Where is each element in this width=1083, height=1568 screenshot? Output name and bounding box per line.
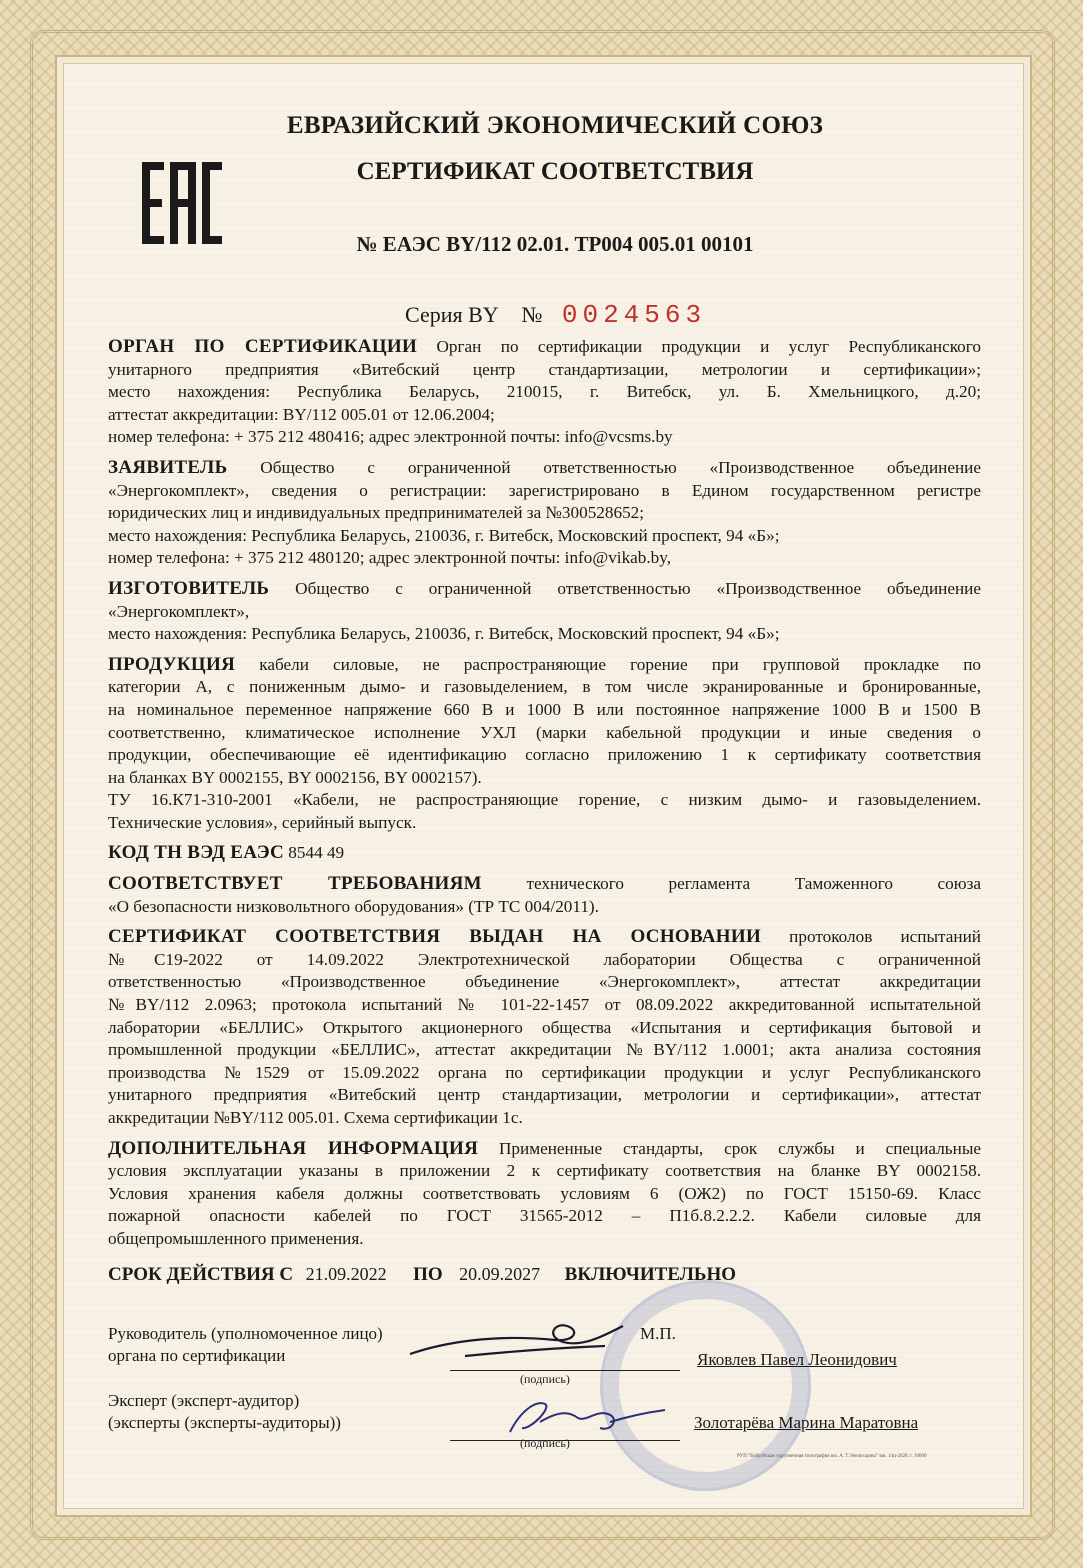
section-extra: ДОПОЛНИТЕЛЬНАЯ ИНФОРМАЦИЯ Примененные стандарты, срок службы и специальные условия эксплуатации указаны в приложении 2 к сертификату соответствия на бланке BY 0002158. Условия хранения кабеля должны соответствовать условиям 6 (ОЖ2) по ГОСТ 15150-69. Класс пожарной опасности кабелей по ГОСТ 31565-2012 – П1б.8.2.2.2. Кабели силовые для общепромышленного применения. [108, 1137, 982, 1248]
section-organ: ОРГАН ПО СЕРТИФИКАЦИИ Орган по сертификации продукции и услуг Республиканского унитарного предприятия «Витебский центр стандартизации, метрологии и сертификации»; место нахождения: Республика Беларусь, 210015, г. Витебск, ул. Б. Хмельницкого, д.20; аттестат аккредитации: BY/112 005.01 от 12.06.2004; номер телефона: + 375 212 480416; адрес электронной почты: info@vcsms.by [108, 336, 981, 447]
section-manufacturer: ИЗГОТОВИТЕЛЬ Общество с ограниченной ответственностью «Производственное объединение «Энергокомплект», место нахождения: Республика Беларусь, 210036, г. Витебск, Московский проспект, 94 «Б»; [108, 577, 982, 644]
section-heading: ЗАЯВИТЕЛЬ [108, 456, 228, 478]
expert-signature-caption: (подпись) [520, 1436, 570, 1450]
head-signature [405, 1312, 635, 1364]
head-signatory-label: Руководитель (уполномоченное лицо) органа по сертификации [108, 1324, 383, 1365]
section-heading: ПРОДУКЦИЯ [108, 653, 236, 675]
validity-from-date: 21.09.2022 [305, 1264, 387, 1284]
section-heading: ДОПОЛНИТЕЛЬНАЯ ИНФОРМАЦИЯ [108, 1137, 479, 1159]
section-heading: КОД ТН ВЭД ЕАЭС [108, 842, 284, 864]
certificate-number: № ЕАЭС BY/112 02.01. ТР004 005.01 00101 [356, 232, 754, 256]
certificate-text [108, 336, 981, 1259]
series-sign: № [521, 302, 543, 327]
section-applicant: ЗАЯВИТЕЛЬ Общество с ограниченной ответственностью «Производственное объединение «Энергокомплект», сведения о регистрации: зарегистрировано в Едином государственном регистре юридических лиц и индивидуальных предпринимателей за №300528652; место нахождения: Республика Беларусь, 210036, г. Витебск, Московский проспект, 94 «Б»; номер телефона: + 375 212 480120; адрес электронной почты: info@vikab.by, [108, 456, 982, 568]
section-complies: СООТВЕТСТВУЕТ ТРЕБОВАНИЯМ технического регламента Таможенного союза «О безопасности низковольтного оборудования» (ТР ТС 004/2011). [108, 873, 981, 916]
union-title: ЕВРАЗИЙСКИЙ ЭКОНОМИЧЕСКИЙ СОЮЗ [286, 112, 824, 139]
printer-note: РУП "Бобруйская укрупненная типография им. А. Т. Непогодина" зак. 14ц-2020, г. 10000 [737, 1454, 927, 1459]
head-signatory-name: Яковлев Павел Леонидович [697, 1350, 897, 1369]
series-number: 0024563 [561, 300, 707, 330]
section-heading: ОРГАН ПО СЕРТИФИКАЦИИ [108, 336, 418, 357]
section-basis: СЕРТИФИКАТ СООТВЕТСТВИЯ ВЫДАН НА ОСНОВАНИИ протоколов испытаний №С19-2022 от 14.09.2022 Электротехнической лаборатории Общества с ограниченной ответственностью «Производственное объединение «Энергокомплект», аттестат аккредитации №BY/112 2.0963; протокола испытаний № 101-22-1457 от 08.09.2022 аккредитованной испытательной лаборатории «БЕЛЛИС» Открытого акционерного общества «Испытания и сертификация бытовой и промышленной продукции «БЕЛЛИС», аттестат аккредитации №BY/112 1.0001; акта анализа состояния производства №1529 от 15.09.2022 органа по сертификации продукции и услуг Республиканского унитарного предприятия «Витебский центр стандартизации, метрологии и сертификации», аттестат аккредитации №BY/112 005.01. Схема сертификации 1с. [108, 926, 981, 1127]
eac-logo [140, 160, 224, 246]
head-signature-line [450, 1370, 680, 1371]
section-code: КОД ТН ВЭД ЕАЭС 8544 49 [108, 842, 345, 864]
section-heading: ИЗГОТОВИТЕЛЬ [108, 577, 270, 599]
section-product: ПРОДУКЦИЯ кабели силовые, не распространяющие горение при групповой прокладке по категории А, с пониженным дымо- и газовыделением, в том числе экранированные и бронированные, на номинальное переменное напряжение 660 В и 1000 В или постоянное напряжение 1000 В и 1500 В соответственно, климатическое исполнение УХЛ (марки кабельной продукции и иные сведения о продукции, обеспечивающие её идентификацию согласно приложению 1 к сертификату соответствия на бланках BY 0002155, BY 0002156, BY 0002157). ТУ 16.К71-310-2001 «Кабели, не распространяющие горение, с низким дымо- и газовыделением. Технические условия», серийный выпуск. [108, 653, 981, 832]
validity-suffix: ВКЛЮЧИТЕЛЬНО [564, 1264, 737, 1285]
section-heading: СЕРТИФИКАТ СООТВЕТСТВИЯ ВЫДАН НА ОСНОВАНИИ [108, 926, 762, 948]
expert-name: Золотарёва Марина Маратовна [694, 1413, 919, 1432]
certificate-title: СЕРТИФИКАТ СООТВЕТСТВИЯ [356, 158, 754, 185]
validity-from-label: СРОК ДЕЙСТВИЯ С [108, 1264, 294, 1285]
expert-signature [500, 1392, 670, 1442]
expert-label: Эксперт (эксперт-аудитор) (эксперты (эксперты-аудиторы)) [108, 1391, 341, 1432]
validity-period [108, 1264, 736, 1286]
seal-mark: М.П. [640, 1324, 676, 1343]
validity-to-date: 20.09.2027 [459, 1264, 541, 1284]
series-line [405, 300, 706, 330]
section-heading: СООТВЕТСТВУЕТ ТРЕБОВАНИЯМ [108, 873, 482, 895]
validity-to-label: ПО [413, 1264, 443, 1285]
series-label: Серия BY [405, 302, 498, 327]
head-signature-caption: (подпись) [520, 1372, 570, 1386]
